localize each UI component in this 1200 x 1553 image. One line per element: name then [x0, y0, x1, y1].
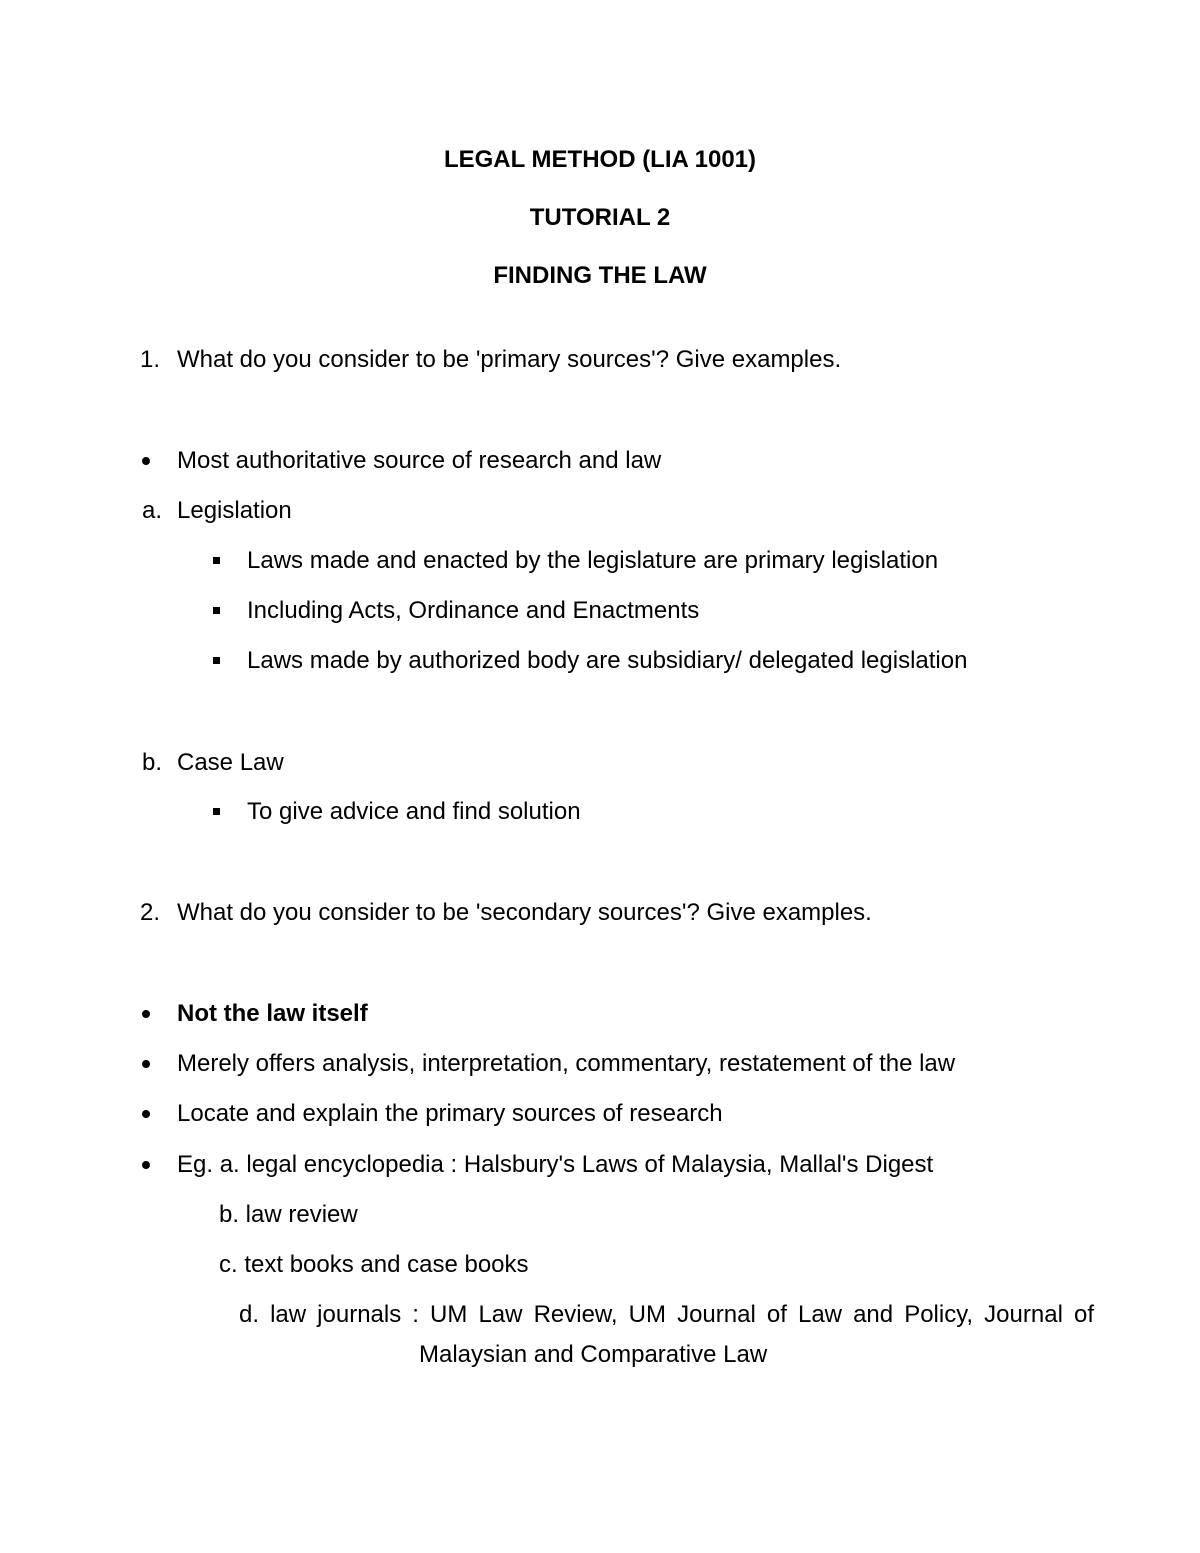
course-title: LEGAL METHOD (LIA 1001) [443, 146, 757, 173]
section-b-marker: b. [142, 749, 163, 776]
square-bullet-icon [213, 808, 220, 815]
example-b: b. law review [219, 1201, 358, 1228]
tutorial-title: TUTORIAL 2 [529, 204, 671, 231]
section-a-marker: a. [142, 497, 163, 524]
question-1-text: What do you consider to be 'primary sources'? Give examples. [177, 346, 842, 373]
square-bullet-icon [213, 657, 220, 664]
legislation-point-2: Including Acts, Ordinance and Enactments [247, 597, 700, 624]
section-b-title: Case Law [177, 749, 284, 776]
square-bullet-icon [213, 607, 220, 614]
q1-bullet-authoritative: Most authoritative source of research and law [177, 447, 662, 474]
bullet-dot-icon [142, 1060, 150, 1068]
q2-bullet-not-law: Not the law itself [177, 1000, 368, 1027]
bullet-dot-icon [142, 1010, 150, 1018]
question-1-number: 1. [140, 346, 161, 373]
example-d-line-1: d. law journals : UM Law Review, UM Journal of Law and Policy, Journal of [239, 1301, 1094, 1328]
q2-bullet-example-a: Eg. a. legal encyclopedia : Halsbury's Laws of Malaysia, Mallal's Digest [177, 1151, 934, 1178]
bullet-dot-icon [142, 1161, 150, 1169]
case-law-point-1: To give advice and find solution [247, 798, 581, 825]
example-d-line-2: Malaysian and Comparative Law [419, 1341, 768, 1368]
q2-bullet-locate: Locate and explain the primary sources of research [177, 1100, 723, 1127]
topic-title: FINDING THE LAW [493, 262, 707, 289]
section-a-title: Legislation [177, 497, 292, 524]
example-c: c. text books and case books [219, 1251, 529, 1278]
question-2-number: 2. [140, 899, 161, 926]
q2-bullet-analysis: Merely offers analysis, interpretation, commentary, restatement of the law [177, 1050, 956, 1077]
bullet-dot-icon [142, 457, 150, 465]
bullet-dot-icon [142, 1110, 150, 1118]
square-bullet-icon [213, 557, 220, 564]
question-2-text: What do you consider to be 'secondary sources'? Give examples. [177, 899, 872, 926]
legislation-point-3: Laws made by authorized body are subsidiary/ delegated legislation [247, 647, 968, 674]
legislation-point-1: Laws made and enacted by the legislature are primary legislation [247, 547, 939, 574]
